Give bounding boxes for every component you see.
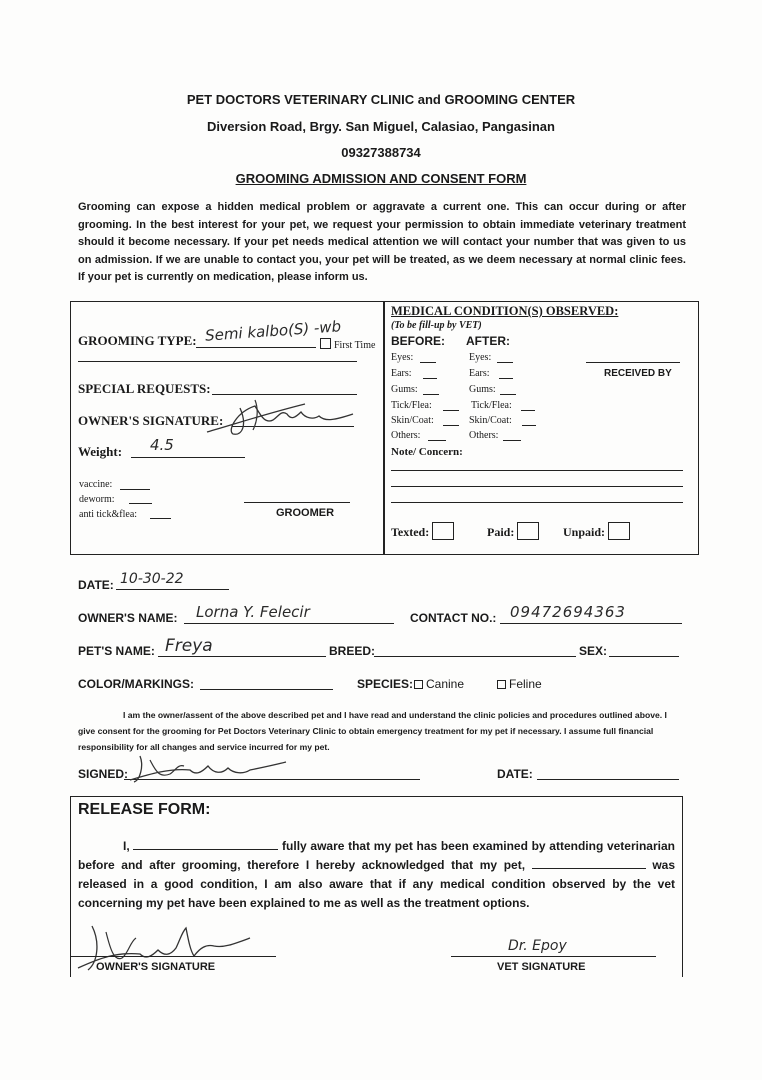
note-concern-label: Note/ Concern: xyxy=(391,446,463,458)
before-skin-coat: Skin/Coat: xyxy=(391,415,434,426)
unpaid-box-icon xyxy=(608,522,630,540)
before-eyes: Eyes: xyxy=(391,352,414,363)
vet-signature-value: Dr. Epoy xyxy=(508,938,567,954)
clinic-name: PET DOCTORS VETERINARY CLINIC and GROOMING CENTER xyxy=(186,92,576,107)
release-paragraph xyxy=(78,837,675,913)
release-text-3: was released in a good condition, I am also aware that if any medical condition observed by the vet concerning my pet have been explained to me as well as the treatment options. xyxy=(78,858,676,910)
after-label: AFTER: xyxy=(466,334,510,348)
release-text-2: fully aware that my pet has been examined by attending veterinarian before and after grooming, therefore I hereby acknowledged that my pet, xyxy=(78,839,675,872)
texted-label: Texted: xyxy=(391,525,430,539)
deworm-label: deworm: xyxy=(79,494,115,505)
paid-box-icon xyxy=(517,522,539,540)
consent-paragraph: I am the owner/assent of the above described pet and I have read and understand the clinic policies and procedures outlined above. I give consent for the grooming for Pet Doctors Veterinary Clinic to obtain emergency treatment for my pet if necessary. I assume full financial responsibility for all changes and service incurred for my pet. xyxy=(78,710,667,752)
owner-name-label: OWNER'S NAME: xyxy=(78,611,178,625)
intro-paragraph: Grooming can expose a hidden medical problem or aggravate a current one. This can occur during or after grooming. In the best interest for your pet, we request your permission to obtain immediate veterinary treatment should it become necessary. If your pet needs medical attention we will contact your number that was given to us on admission. If we are unable to contact you, your pet will be treated, as we deem necessary at normal clinic fees. If your pet is currently on medication, please inform us. xyxy=(78,201,686,283)
owners-signature-label: OWNER'S SIGNATURE: xyxy=(78,413,224,428)
canine-checkbox-icon xyxy=(414,680,423,689)
before-others: Others: xyxy=(391,430,421,441)
before-tick-flea: Tick/Flea: xyxy=(391,400,432,411)
anti-tick-label: anti tick&flea: xyxy=(79,509,138,520)
grooming-type-value: Semi kalbo(S) -wb xyxy=(204,317,342,345)
first-time-label: First Time xyxy=(334,340,376,351)
clinic-phone: 09327388734 xyxy=(341,145,421,160)
unpaid-checkbox[interactable] xyxy=(563,522,633,540)
date-value: 10-30-22 xyxy=(120,571,184,587)
paid-label: Paid: xyxy=(487,525,515,539)
vet-signature-label: VET SIGNATURE xyxy=(497,961,586,973)
received-by-label: RECEIVED BY xyxy=(604,368,672,379)
color-markings-label: COLOR/MARKINGS: xyxy=(78,677,194,691)
grooming-type-label: GROOMING TYPE: xyxy=(78,333,197,348)
after-others: Others: xyxy=(469,430,499,441)
signed-label: SIGNED: xyxy=(78,767,129,781)
before-gums: Gums: xyxy=(391,384,418,395)
sex-label: SEX: xyxy=(579,644,608,658)
after-skin-coat: Skin/Coat: xyxy=(469,415,512,426)
form-title: GROOMING ADMISSION AND CONSENT FORM xyxy=(235,171,527,186)
after-tick-flea: Tick/Flea: xyxy=(471,400,512,411)
vet-subtitle: (To be fill-up by VET) xyxy=(391,320,482,331)
weight-label: Weight: xyxy=(78,444,123,459)
feline-label: Feline xyxy=(509,677,542,691)
release-form-title: RELEASE FORM: xyxy=(78,801,211,818)
owner-signature-2 xyxy=(110,750,300,790)
pet-name-label: PET'S NAME: xyxy=(78,644,155,658)
texted-checkbox[interactable] xyxy=(391,522,457,540)
texted-box-icon xyxy=(432,522,454,540)
groomer-label: GROOMER xyxy=(276,507,335,519)
after-eyes: Eyes: xyxy=(469,352,492,363)
date-label-2: DATE: xyxy=(497,767,533,781)
paid-checkbox[interactable] xyxy=(487,522,542,540)
owner-name-value: Lorna Y. Felecir xyxy=(196,603,310,621)
date-label: DATE: xyxy=(78,578,114,592)
vaccine-label: vaccine: xyxy=(79,479,113,490)
owner-signature-label: OWNER'S SIGNATURE xyxy=(96,961,216,973)
breed-label: BREED: xyxy=(329,644,376,658)
after-ears: Ears: xyxy=(469,368,490,379)
owner-signature-1 xyxy=(195,394,365,444)
release-text-1: I, xyxy=(123,839,130,853)
unpaid-label: Unpaid: xyxy=(563,525,606,539)
canine-label: Canine xyxy=(426,677,465,691)
after-gums: Gums: xyxy=(469,384,496,395)
checkbox-icon xyxy=(320,338,331,349)
contact-value: 09472694363 xyxy=(510,603,626,621)
feline-checkbox-icon xyxy=(497,680,506,689)
canine-option[interactable] xyxy=(414,677,464,691)
feline-option[interactable] xyxy=(497,677,542,691)
contact-label: CONTACT NO.: xyxy=(410,611,497,625)
medical-condition-title: MEDICAL CONDITION(S) OBSERVED: xyxy=(391,304,619,318)
clinic-address: Diversion Road, Brgy. San Miguel, Calasiao, Pangasinan xyxy=(207,119,555,134)
weight-value: 4.5 xyxy=(150,436,174,454)
before-label: BEFORE: xyxy=(391,334,445,348)
first-time-checkbox[interactable] xyxy=(320,338,375,351)
before-ears: Ears: xyxy=(391,368,412,379)
pet-name-value: Freya xyxy=(165,636,213,656)
special-requests-label: SPECIAL REQUESTS: xyxy=(78,381,211,396)
species-label: SPECIES: xyxy=(357,677,414,691)
